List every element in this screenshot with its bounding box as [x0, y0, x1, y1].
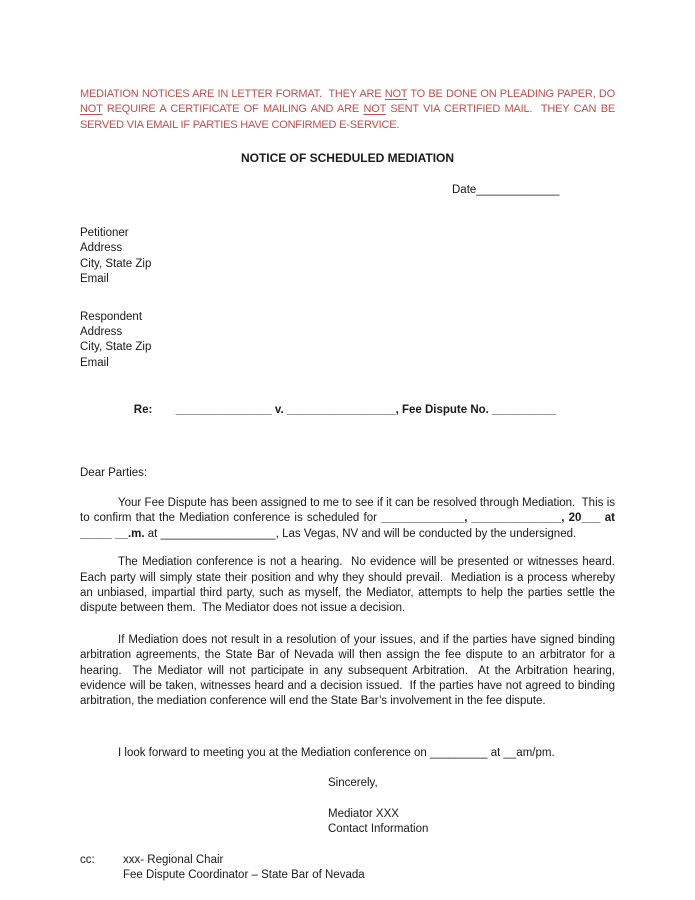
paragraph1-bold-blanks: _____________, ______________, 20___ at _____ __.m.: [80, 512, 619, 540]
petitioner-email: Email: [80, 273, 109, 286]
date-line: Date_____________: [452, 183, 560, 196]
cc-regional-chair: xxx- Regional Chair: [123, 853, 224, 866]
petitioner-block: [80, 226, 615, 288]
petitioner-address: Address: [80, 242, 123, 255]
underlined-not: NOT: [80, 103, 103, 116]
re-case-caption: _______________ v. _________________, Fee Dispute No. __________: [175, 403, 557, 416]
warning-run: TO BE DONE ON PLEADING PAPER, DO: [407, 88, 618, 100]
re-label: Re:: [133, 403, 153, 416]
warning-run: MEDIATION NOTICES ARE IN LETTER FORMAT. THEY ARE: [80, 88, 385, 100]
cc-block: [80, 853, 615, 884]
cc-label: cc:: [80, 853, 95, 866]
body-paragraph-3: If Mediation does not result in a resolution of your issues, and if the parties have signed binding arbitration agreements, the State Bar of Nevada will then assign the fee dispute to an arbitrator for a hearing. The Mediator will not participate in any subsequent Arbitration. At the Arbitration hearing, evidence will be taken, witnesses heard and a decision issued. If the parties have not agreed to binding arbitration, the mediation conference will end the State Bar’s involvement in the fee dispute.: [80, 633, 619, 708]
paragraph1-run: at __________________, Las Vegas, NV and will be conducted by the undersigned.: [144, 527, 577, 540]
closing-line: I look forward to meeting you at the Mediation conference on _________ at __am/pm.: [118, 746, 555, 759]
signature-block: [328, 776, 615, 838]
respondent-email: Email: [80, 356, 109, 369]
respondent-block: [80, 310, 615, 372]
underlined-not: NOT: [363, 103, 386, 116]
respondent-address: Address: [80, 326, 123, 339]
signature-salutation: Sincerely,: [328, 777, 378, 790]
signature-name: Mediator XXX: [328, 807, 399, 820]
salutation: Dear Parties:: [80, 466, 148, 479]
respondent-name: Respondent: [80, 310, 143, 323]
warning-run: REQUIRE A CERTIFICATE OF MAILING AND ARE: [102, 103, 364, 116]
body-paragraph-2: The Mediation conference is not a hearing. No evidence will be presented or witnesses heard. Each party will simply state their position and why they should prevail. Mediation is a process whereby an unbiased, impartial third party, such as myself, the Mediator, attempts to help the parties settle the dispute between them. The Mediator does not issue a decision.: [80, 556, 622, 615]
body-paragraph-1: [80, 496, 619, 542]
signature-contact: Contact Information: [328, 823, 429, 836]
paragraph1-run: Your Fee Dispute has been assigned to me to see if it can be resolved through Mediation. This is to confirm that the Mediation conference is scheduled for: [80, 496, 619, 525]
warning-run: SENT VIA CERTIFIED MAIL. THEY CAN BE SERVED VIA EMAIL IF PARTIES HAVE CONFIRMED E-SERVICE.: [80, 103, 618, 131]
petitioner-city-state-zip: City, State Zip: [80, 257, 152, 270]
underlined-not: NOT: [384, 88, 408, 100]
warning-text: [80, 87, 618, 133]
cc-fee-dispute-coordinator: Fee Dispute Coordinator – State Bar of Nevada: [123, 869, 365, 882]
petitioner-name: Petitioner: [80, 227, 129, 240]
cc-lines: [123, 853, 365, 884]
re-line: [80, 387, 615, 433]
document-title: NOTICE OF SCHEDULED MEDIATION: [240, 151, 455, 166]
respondent-city-state-zip: City, State Zip: [80, 341, 152, 354]
